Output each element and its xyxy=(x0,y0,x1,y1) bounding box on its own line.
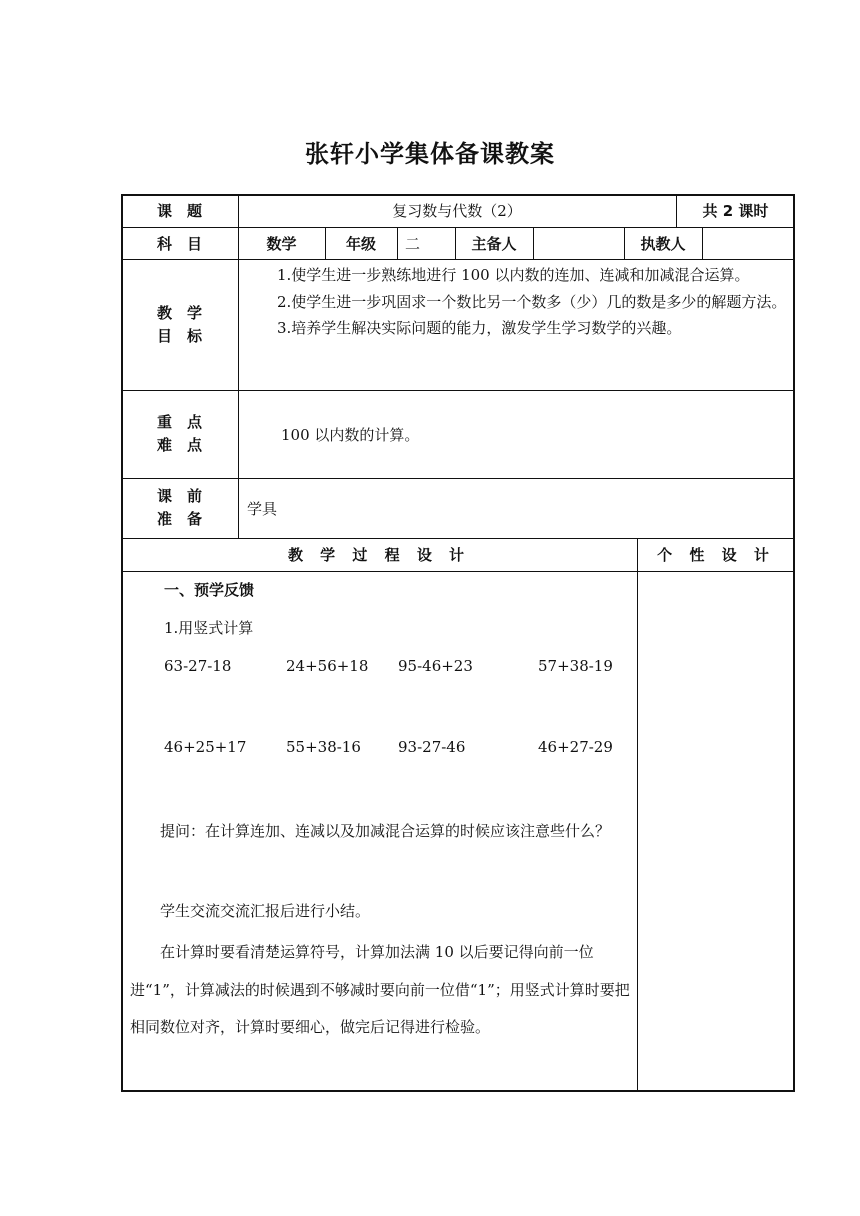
goals-label-line2: 目 标 xyxy=(156,326,202,345)
calc-subheading: 1.用竖式计算 xyxy=(164,618,254,637)
preparation-label-line2: 准 备 xyxy=(156,510,202,528)
teacher-value xyxy=(702,227,795,259)
calc-item: 55+38-16 xyxy=(286,738,361,756)
calc-item: 95-46+23 xyxy=(398,657,473,675)
section-title: 一、预学反馈 xyxy=(164,580,255,599)
key-points-label-line1: 重 点 xyxy=(156,413,202,431)
process-question xyxy=(130,816,632,846)
goals-content xyxy=(247,262,787,342)
calc-item: 24+56+18 xyxy=(286,657,369,675)
goals-label xyxy=(121,259,238,390)
preparation-value: 学具 xyxy=(247,499,278,518)
question-text: 提问：在计算连加、连减以及加减混合运算的时候应该注意些什么？ xyxy=(160,822,611,840)
goal-item: 1.使学生进一步熟练地进行 100 以内数的连加、连减和加减混合运算。 xyxy=(277,266,750,284)
key-points-label xyxy=(121,390,238,478)
key-points-label-line2: 难 点 xyxy=(156,436,202,454)
summary-text: 在计算时要看清楚运算符号，计算加法满 10 以后要记得向前一位进“1”，计算减法的时候遇到不够减时要向前一位借“1”；用竖式计算时要把相同数位对齐，计算时要细心，做完后记得进行检验。 xyxy=(130,943,630,1036)
process-summary xyxy=(130,934,632,1047)
key-points-value: 100 以内数的计算。 xyxy=(281,425,420,444)
topic-value: 复习数与代数（2） xyxy=(392,202,522,220)
preparation-label xyxy=(121,478,238,538)
topic-label: 课 题 xyxy=(156,202,202,220)
calc-item: 46+27-29 xyxy=(538,738,613,756)
preparation-label-line1: 课 前 xyxy=(156,487,202,505)
exchange-text: 学生交流交流汇报后进行小结。 xyxy=(160,902,371,920)
calc-item: 63-27-18 xyxy=(164,657,232,675)
calc-item: 46+25+17 xyxy=(164,738,247,756)
goal-item: 3.培养学生解决实际问题的能力，激发学生学习数学的兴趣。 xyxy=(277,319,682,337)
grade-label: 年级 xyxy=(345,234,376,253)
column-divider xyxy=(637,538,638,1092)
preparer-label: 主备人 xyxy=(471,234,517,253)
preparer-value xyxy=(533,227,624,259)
subject-value: 数学 xyxy=(266,234,297,253)
subject-label: 科 目 xyxy=(156,234,202,253)
page-title: 张轩小学集体备课教案 xyxy=(305,140,555,168)
goals-label-line1: 教 学 xyxy=(156,303,202,322)
process-exchange xyxy=(130,898,632,924)
process-header: 教 学 过 程 设 计 xyxy=(287,546,471,564)
class-hours: 共 2 课时 xyxy=(702,202,769,220)
row-divider xyxy=(121,571,795,572)
column-divider xyxy=(397,227,398,260)
personal-design-header: 个 性 设 计 xyxy=(657,546,775,564)
calc-item: 57+38-19 xyxy=(538,657,613,675)
teacher-label: 执教人 xyxy=(640,234,686,253)
calc-item: 93-27-46 xyxy=(398,738,466,756)
grade-value: 二 xyxy=(405,234,421,253)
goal-item: 2.使学生进一步巩固求一个数比另一个数多（少）几的数是多少的解题方法。 xyxy=(277,292,787,311)
